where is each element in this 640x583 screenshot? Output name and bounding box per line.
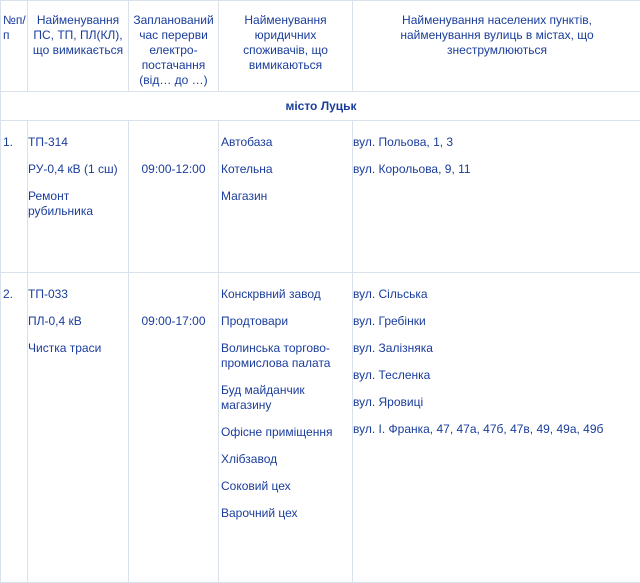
object-line: ТП-033 xyxy=(28,287,128,302)
header-consumers: Найменування юридичних споживачів, що вимикаються xyxy=(219,1,353,92)
street-line: вул. Тесленка xyxy=(353,368,640,383)
header-time: Запланований час перерви електро- постачання (від… до …) xyxy=(129,1,219,92)
row-number: 1. xyxy=(1,121,28,273)
header-streets: Найменування населених пунктів, найменування вулиць в містах, що знеструмлюються xyxy=(353,1,640,92)
street-line: вул. Залізняка xyxy=(353,341,640,356)
consumer-line: Магазин xyxy=(221,189,352,204)
street-line: вул. Яровиці xyxy=(353,395,640,410)
object-line: Ремонт рубильника xyxy=(28,189,128,219)
header-row xyxy=(1,1,640,92)
street-line: вул. Сільська xyxy=(353,287,640,302)
consumer-line: Волинська торгово-промислова палата xyxy=(221,341,352,371)
table-title: місто Луцьк xyxy=(1,92,640,121)
table-row xyxy=(1,121,640,273)
row-number: 2. xyxy=(1,273,28,583)
consumer-line: Котельна xyxy=(221,162,352,177)
table-row xyxy=(1,273,640,583)
street-line: вул. Гребінки xyxy=(353,314,640,329)
street-line: вул. Польова, 1, 3 xyxy=(353,135,640,150)
time-cell: 09:00-12:00 xyxy=(129,121,219,273)
streets-cell xyxy=(353,121,640,273)
object-line: РУ-0,4 кВ (1 сш) xyxy=(28,162,128,177)
consumer-line: Офісне приміщення xyxy=(221,425,352,440)
object-line: ПЛ-0,4 кВ xyxy=(28,314,128,329)
streets-cell xyxy=(353,273,640,583)
consumer-line: Автобаза xyxy=(221,135,352,150)
object-cell xyxy=(28,273,129,583)
object-cell xyxy=(28,121,129,273)
header-object: Найменування ПС, ТП, ПЛ(КЛ), що вимикається xyxy=(28,1,129,92)
time-cell: 09:00-17:00 xyxy=(129,273,219,583)
street-line: вул. І. Франка, 47, 47а, 47б, 47в, 49, 49а, 49б xyxy=(353,422,640,437)
consumer-line: Буд майданчик магазину xyxy=(221,383,352,413)
consumers-cell xyxy=(219,273,353,583)
consumer-line: Конскрвний завод xyxy=(221,287,352,302)
consumer-line: Продтовари xyxy=(221,314,352,329)
street-line: вул. Корольова, 9, 11 xyxy=(353,162,640,177)
consumer-line: Соковий цех xyxy=(221,479,352,494)
consumer-line: Хлібзавод xyxy=(221,452,352,467)
consumers-cell xyxy=(219,121,353,273)
object-line: ТП-314 xyxy=(28,135,128,150)
header-number: №п/ п xyxy=(1,1,28,92)
object-line: Чистка траси xyxy=(28,341,128,356)
consumer-line: Варочний цех xyxy=(221,506,352,521)
